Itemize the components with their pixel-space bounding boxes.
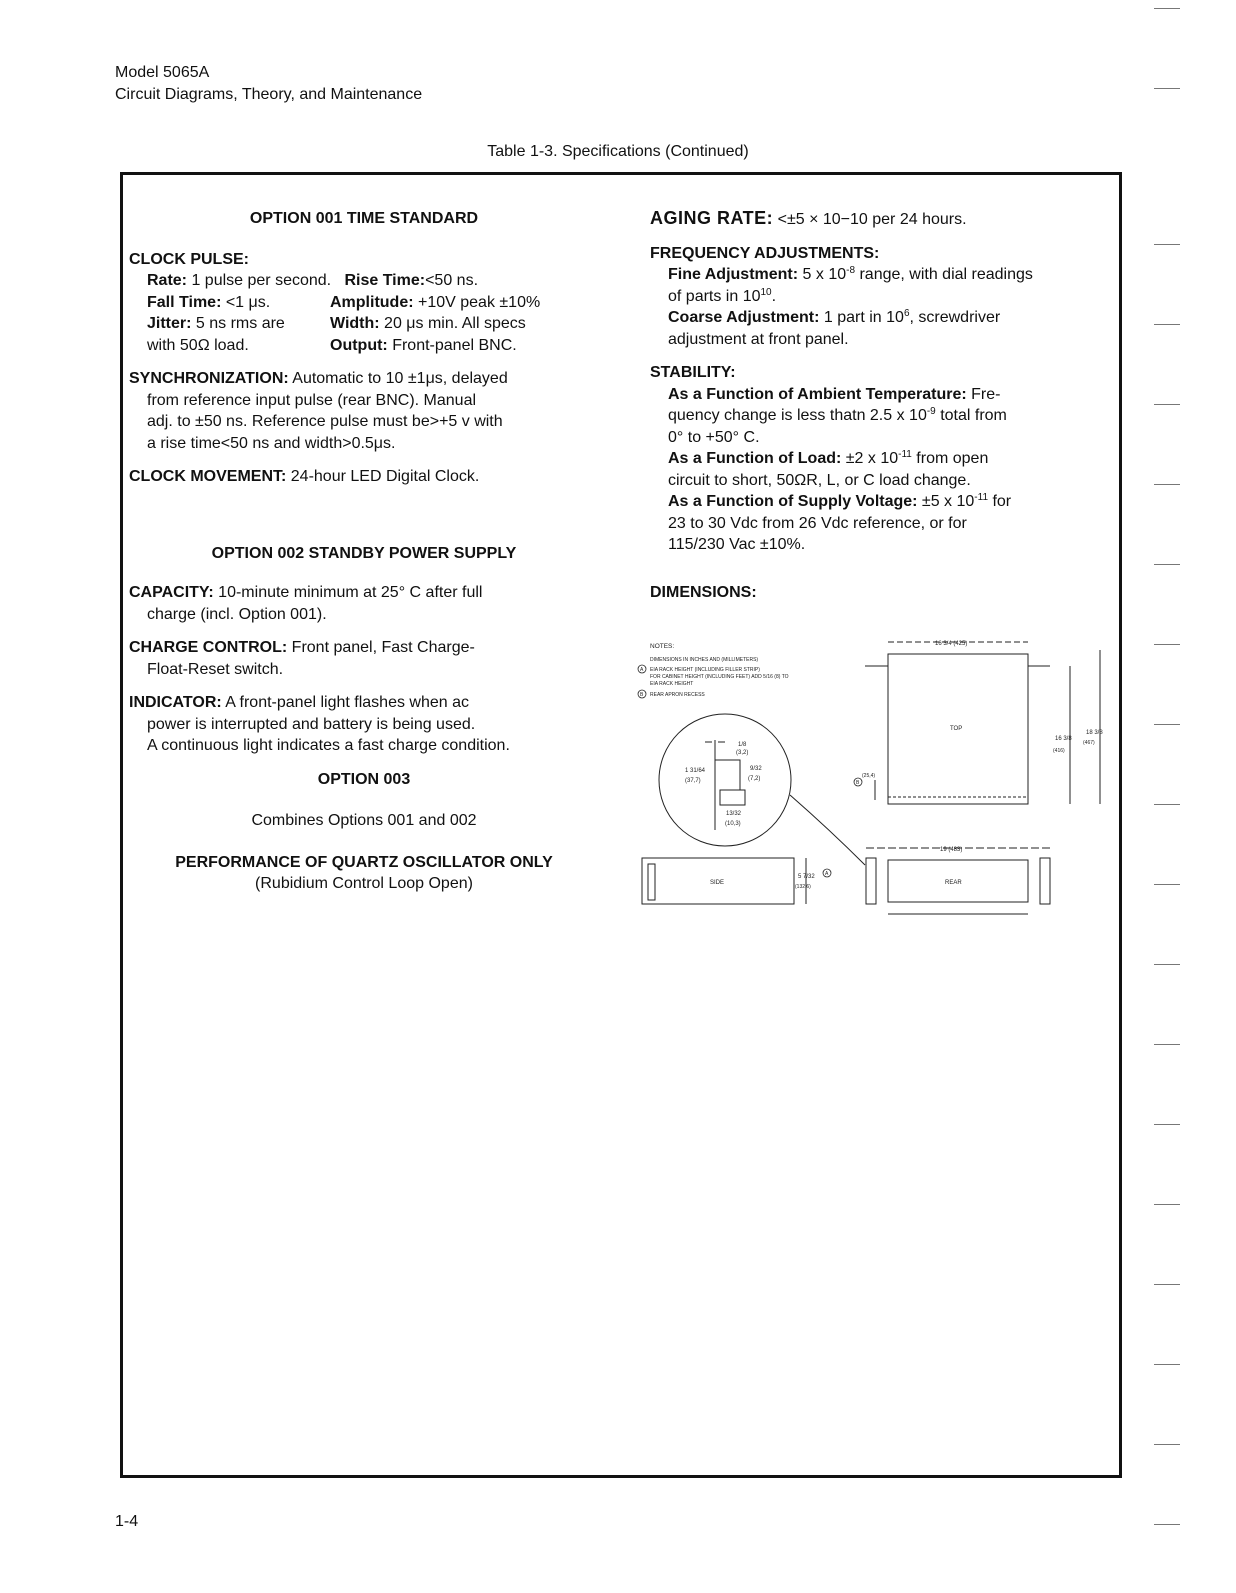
indicator-line-3: A continuous light indicates a fast charge condition. xyxy=(147,737,510,754)
load-line-2: circuit to short, 50ΩR, L, or C load change. xyxy=(668,471,971,489)
capacity-line-2: charge (incl. Option 001). xyxy=(147,605,327,623)
clock-movement-label: CLOCK MOVEMENT: xyxy=(129,468,287,485)
coarse-adjustment-exponent: 6 xyxy=(903,308,910,319)
clock-pulse-rate-line xyxy=(129,270,599,292)
page-header xyxy=(115,62,422,106)
charge-control-section xyxy=(129,637,599,680)
sync-line-3: adj. to ±50 ns. Reference pulse must be>+5 v with xyxy=(147,413,503,430)
sync-line-2: from reference input pulse (rear BNC). Manual xyxy=(147,391,477,409)
fine-adjustment-line-2 xyxy=(650,286,1100,308)
note-b-text: REAR APRON RECESS xyxy=(650,692,705,698)
option-003-text: Combines Options 001 and 002 xyxy=(251,812,477,829)
output-value: Front-panel BNC. xyxy=(387,336,517,354)
supply-exponent: -11 xyxy=(974,492,989,503)
load-value: ±2 x 10 xyxy=(841,450,899,467)
fine-line2-text: of parts in 10 xyxy=(668,287,761,305)
fall-time-value: <1 μs. xyxy=(221,293,271,311)
page-number: 1-4 xyxy=(115,1513,139,1530)
load-label: As a Function of Load: xyxy=(668,450,842,467)
edge-mark xyxy=(1154,1284,1180,1285)
edge-mark xyxy=(1154,564,1180,565)
fine-adjustment-line-1 xyxy=(650,264,1100,286)
recess-b-circle-letter: B xyxy=(856,780,860,786)
indicator-line-2: power is interrupted and battery is being used. xyxy=(147,715,476,733)
charge-control-line-1: Front panel, Fast Charge- xyxy=(287,639,475,656)
indicator-line-1: A front-panel light flashes when ac xyxy=(221,694,469,711)
dim-depth-2: 18 3/8 xyxy=(1086,730,1103,736)
load-line-1 xyxy=(650,448,1100,470)
side-label: SIDE xyxy=(710,880,725,886)
edge-mark xyxy=(1154,804,1180,805)
edge-mark xyxy=(1154,484,1180,485)
edge-mark xyxy=(1154,964,1180,965)
jitter-value: 5 ns rms are xyxy=(191,315,285,332)
fine-adjustment-rest: range, with dial readings xyxy=(855,266,1033,283)
capacity-label: CAPACITY: xyxy=(129,584,214,601)
synchronization-label: SYNCHRONIZATION: xyxy=(129,370,289,387)
detail-1-8: 1/8 xyxy=(738,742,747,748)
amplitude-label: Amplitude: xyxy=(330,293,414,311)
indicator-section xyxy=(129,692,599,757)
edge-mark xyxy=(1154,1204,1180,1205)
capacity-line-1: 10-minute minimum at 25° C after full xyxy=(213,584,483,601)
supply-rest: for xyxy=(988,493,1012,510)
load-text: with 50Ω load. xyxy=(147,336,249,354)
supply-line-2: 23 to 30 Vdc from 26 Vdc reference, or for xyxy=(668,514,967,532)
dim-depth-2-mm: (467) xyxy=(1083,740,1095,746)
quartz-title: PERFORMANCE OF QUARTZ OSCILLATOR ONLY xyxy=(175,853,553,871)
detail-1-31: 1 31/64 xyxy=(685,768,706,774)
detail-leader-arrow xyxy=(790,795,865,865)
sync-line-4: a rise time<50 ns and width>0.5μs. xyxy=(147,434,396,452)
quartz-subtitle: (Rubidium Control Loop Open) xyxy=(255,875,473,892)
dim-depth-1: 16 3/8 xyxy=(1055,736,1072,742)
width-label: Width: xyxy=(330,315,380,332)
ambient-line2-text: quency change is less thatn 2.5 x 10 xyxy=(668,407,927,424)
charge-control-label: CHARGE CONTROL: xyxy=(129,639,288,656)
load-rest: from open xyxy=(911,450,989,467)
clock-movement-value: 24-hour LED Digital Clock. xyxy=(286,468,480,485)
aging-rate-section xyxy=(650,208,1100,231)
option-002-title: OPTION 002 STANDBY POWER SUPPLY xyxy=(211,544,517,562)
detail-7-2: (7,2) xyxy=(748,776,761,782)
coarse-adjustment-line-1 xyxy=(650,307,1100,329)
right-column xyxy=(650,208,1100,603)
supply-value: ±5 x 10 xyxy=(917,493,975,510)
stability-heading: STABILITY: xyxy=(650,364,736,381)
dim-height: 5 7/32 xyxy=(798,874,815,880)
stability-section xyxy=(650,362,1100,556)
width-value: 20 μs min. All specs xyxy=(379,315,526,332)
ambient-temp-line-1 xyxy=(650,384,1100,406)
clock-pulse-section xyxy=(129,249,599,357)
edge-mark xyxy=(1154,884,1180,885)
left-column xyxy=(129,208,599,895)
clock-pulse-jitter-line xyxy=(129,313,599,335)
supply-line-3: 115/230 Vac ±10%. xyxy=(668,536,806,553)
dim-recess: (25,4) xyxy=(862,773,876,779)
top-label: TOP xyxy=(950,726,963,732)
rear-label: REAR xyxy=(945,880,962,886)
dim-rear-width: 19 (483) xyxy=(940,847,963,853)
supply-line-1 xyxy=(650,491,1100,513)
height-a-circle-letter: A xyxy=(825,871,829,877)
edge-mark xyxy=(1154,244,1180,245)
coarse-adjustment-rest: , screwdriver xyxy=(909,309,1001,326)
frequency-adjustments-heading: FREQUENCY ADJUSTMENTS: xyxy=(650,244,880,262)
supply-label: As a Function of Supply Voltage: xyxy=(668,493,918,510)
rate-value: 1 pulse per second. xyxy=(187,272,332,289)
edge-mark xyxy=(1154,1524,1180,1525)
detail-10-3: (10,3) xyxy=(725,821,741,827)
edge-mark xyxy=(1154,644,1180,645)
coarse-adjustment-line-2: adjustment at front panel. xyxy=(668,330,849,348)
notes-title: NOTES: xyxy=(650,643,675,650)
note-b-circle-letter: B xyxy=(640,692,644,698)
sync-line-1: Automatic to 10 ±1μs, delayed xyxy=(288,370,508,387)
aging-rate-value: <±5 × 10−10 per 24 hours. xyxy=(773,211,967,228)
coarse-adjustment-value: 1 part in 10 xyxy=(819,309,904,326)
aging-rate-label: AGING RATE: xyxy=(650,208,774,228)
dim-height-mm: (132,6) xyxy=(795,884,811,890)
detail-13-32: 13/32 xyxy=(726,811,742,817)
charge-control-line-2: Float-Reset switch. xyxy=(147,660,284,678)
ambient-line2-end: total from xyxy=(935,407,1007,424)
dim-top-width: 16 3/4 (425) xyxy=(935,641,968,647)
output-label: Output: xyxy=(330,336,388,354)
ambient-temp-line-2 xyxy=(650,405,1100,427)
note-a-line-2: FOR CABINET HEIGHT (INCLUDING FEET) ADD 5/16 (8) TO xyxy=(650,674,789,680)
edge-mark xyxy=(1154,1124,1180,1125)
rise-time-value: <50 ns. xyxy=(425,272,479,289)
capacity-section xyxy=(129,582,599,625)
edge-mark xyxy=(1154,1444,1180,1445)
edge-mark xyxy=(1154,1364,1180,1365)
clock-pulse-heading: CLOCK PULSE: xyxy=(129,250,249,268)
fine-line2-exponent: 10 xyxy=(760,286,772,298)
load-exponent: -11 xyxy=(898,449,912,460)
edge-mark xyxy=(1154,324,1180,325)
detail-3-2: (3,2) xyxy=(736,750,749,756)
ambient-temp-label: As a Function of Ambient Temperature: xyxy=(668,385,967,403)
manual-subtitle: Circuit Diagrams, Theory, and Maintenance xyxy=(115,86,423,103)
option-003-title: OPTION 003 xyxy=(317,770,411,788)
detail-9-32: 9/32 xyxy=(750,766,762,772)
fine-line2-end: . xyxy=(771,287,777,305)
top-view xyxy=(865,642,1100,804)
edge-mark xyxy=(1154,724,1180,725)
dim-depth-1-mm: (416) xyxy=(1053,748,1065,754)
fall-time-label: Fall Time: xyxy=(147,293,222,311)
amplitude-value: +10V peak ±10% xyxy=(413,293,541,311)
ambient-temp-line-3: 0° to +50° C. xyxy=(668,428,760,446)
rate-label: Rate: xyxy=(147,272,188,289)
dimensions-diagram xyxy=(630,630,1110,930)
edge-mark xyxy=(1154,8,1180,9)
ambient-temp-value: Fre- xyxy=(966,385,1001,403)
note-a-circle-letter: A xyxy=(640,667,644,673)
clock-pulse-fall-line xyxy=(129,292,599,314)
model-name: Model 5065A xyxy=(115,64,210,81)
rise-time-label: Rise Time: xyxy=(344,272,426,289)
edge-mark xyxy=(1154,1044,1180,1045)
edge-mark xyxy=(1154,404,1180,405)
note-a-line-1: EIA RACK HEIGHT (INCLUDING FILLER STRIP) xyxy=(650,667,760,673)
fine-adjustment-value: 5 x 10 xyxy=(798,266,847,283)
note-a-line-3: EIA RACK HEIGHT xyxy=(650,681,694,687)
edge-mark xyxy=(1154,88,1180,89)
frequency-adjustments-section xyxy=(650,243,1100,351)
jitter-label: Jitter: xyxy=(147,315,192,332)
ambient-line2-exponent: -9 xyxy=(926,406,936,417)
fine-adjustment-exponent: -8 xyxy=(846,265,856,276)
dimensions-heading: DIMENSIONS: xyxy=(650,583,757,601)
clock-pulse-output-line xyxy=(129,335,599,357)
coarse-adjustment-label: Coarse Adjustment: xyxy=(668,309,820,326)
fine-adjustment-label: Fine Adjustment: xyxy=(668,266,799,283)
synchronization-section xyxy=(129,368,599,454)
note-units: DIMENSIONS IN INCHES AND (MILLIMETERS) xyxy=(650,657,759,663)
detail-37-7: (37,7) xyxy=(685,778,701,784)
option-001-title: OPTION 001 TIME STANDARD xyxy=(249,210,479,227)
table-caption: Table 1-3. Specifications (Continued) xyxy=(487,143,749,160)
indicator-label: INDICATOR: xyxy=(129,694,222,711)
clock-movement-section xyxy=(129,466,599,488)
